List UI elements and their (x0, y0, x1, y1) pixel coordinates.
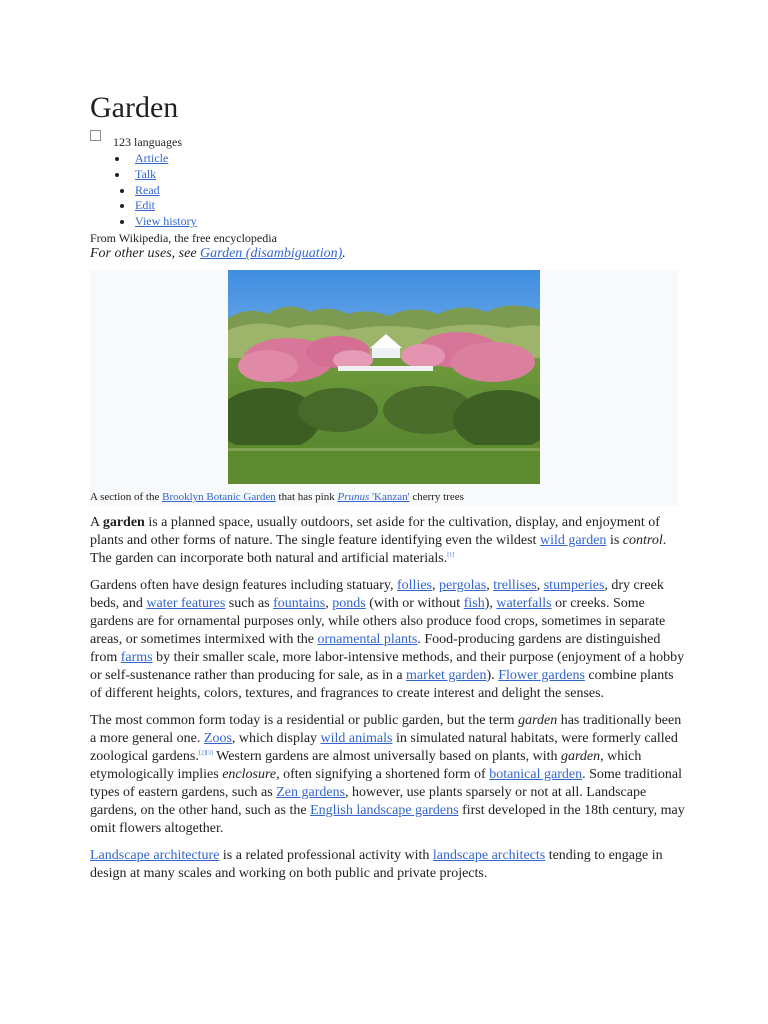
garden-photo-illustration (228, 270, 540, 484)
page-tabs (90, 151, 197, 230)
tab-view-history[interactable] (90, 214, 197, 230)
stumperies-link[interactable]: stumperies (543, 578, 605, 593)
farms-link[interactable]: farms (120, 650, 153, 665)
text: ), (484, 596, 497, 611)
tab-talk-link[interactable]: Talk (135, 166, 157, 181)
garden-photo[interactable] (228, 270, 540, 484)
wild-garden-link[interactable]: wild garden (539, 533, 607, 548)
language-count[interactable]: 123 languages (113, 135, 182, 149)
prunus-kanzan-link[interactable] (337, 491, 409, 503)
text: , (432, 578, 439, 593)
text: ). (486, 668, 499, 683)
botanical-garden-link[interactable]: botanical garden (489, 767, 583, 782)
tab-edit[interactable] (90, 198, 197, 214)
brooklyn-botanic-garden-link[interactable]: Brooklyn Botanic Garden (162, 491, 276, 503)
fountains-link[interactable]: fountains (273, 596, 326, 611)
text: (with or without (365, 596, 464, 611)
text: combine plants of different heights, colors, textures, and fragrances to create interest and delight the senses. (90, 668, 674, 701)
flower-gardens-link[interactable]: Flower gardens (498, 668, 585, 683)
text: first developed in the 18th century, may omit flowers altogether. (90, 803, 685, 836)
tab-talk[interactable] (90, 167, 197, 183)
italic-term: enclosure (222, 767, 277, 782)
trellises-link[interactable]: trellises (493, 578, 537, 593)
language-selector[interactable] (90, 129, 182, 149)
reference-1[interactable]: [1] (447, 552, 455, 559)
text: , (536, 578, 544, 593)
landscape-architecture-link[interactable]: Landscape architecture (90, 848, 220, 863)
text: in simulated natural habitats, were formerly called zoological gardens. (90, 731, 678, 764)
text: is a planned space, usually outdoors, set aside for the cultivation, display, and enjoyment of plants and other forms of nature. The single feature identifying even the wildest (90, 515, 660, 548)
text: is a related professional activity with (219, 848, 433, 863)
tab-read-link[interactable]: Read (135, 182, 160, 197)
zoos-link[interactable]: Zoos (203, 731, 232, 746)
tab-article-link[interactable]: Article (135, 151, 169, 165)
italic-term: garden (518, 713, 558, 728)
text: A (90, 515, 103, 530)
figure-caption (90, 489, 464, 505)
text: , dry creek beds, and (90, 578, 664, 611)
site-tagline: From Wikipedia, the free encyclopedia (90, 231, 277, 245)
text: tending to engage in design at many scales and working on both public and private projects. (90, 848, 663, 881)
text: , which display (231, 731, 321, 746)
waterfalls-link[interactable]: waterfalls (496, 596, 552, 611)
article-body (90, 514, 685, 892)
reference-2-3[interactable]: [2][3] (198, 750, 213, 757)
zen-gardens-link[interactable]: Zen gardens (276, 785, 346, 800)
tab-edit-link[interactable]: Edit (135, 198, 155, 213)
text: , often signifying a shortened form of (276, 767, 490, 782)
text: The most common form today is a residential or public garden, but the term (90, 713, 519, 728)
text: , (486, 578, 494, 593)
follies-link[interactable]: follies (397, 578, 432, 593)
prunus-italic: Prunus (337, 491, 370, 503)
text: by their smaller scale, more labor-intensive methods, and their purpose (enjoyment of a hobby or self-sustenance rather than producing for sale, as in a (90, 650, 685, 683)
bold-term: garden (102, 515, 145, 530)
caption-text: cherry trees (409, 491, 464, 503)
tab-read[interactable] (90, 183, 197, 199)
hatnote (90, 245, 346, 263)
text: has traditionally been a more general one. (90, 713, 682, 746)
italic-term: control (622, 533, 663, 548)
text: such as (225, 596, 274, 611)
fish-link[interactable]: fish (463, 596, 485, 611)
paragraph-4 (90, 847, 685, 883)
water-features-link[interactable]: water features (146, 596, 226, 611)
text: , however, use plants sparsely or not at all. Landscape gardens, on the other hand, such as the (90, 785, 647, 818)
language-checkbox[interactable] (90, 130, 101, 141)
caption-text: A section of the (90, 491, 163, 503)
text: Western gardens are almost universally based on plants, with (212, 749, 561, 764)
hatnote-suffix: . (342, 246, 346, 261)
text: . Some traditional types of eastern gardens, such as (90, 767, 683, 800)
hatnote-prefix: For other uses, see (90, 246, 201, 261)
text: . The garden can incorporate both natural and artificial materials. (90, 533, 667, 566)
page-title: Garden (90, 91, 179, 124)
text: . Food-producing gardens are distinguished from (90, 632, 661, 665)
pergolas-link[interactable]: pergolas (439, 578, 487, 593)
paragraph-3 (90, 712, 685, 838)
text: , (325, 596, 333, 611)
wild-animals-link[interactable]: wild animals (320, 731, 393, 746)
tab-view-history-link[interactable]: View history (135, 214, 197, 229)
market-garden-link[interactable]: market garden (406, 668, 487, 683)
text: or creeks. Some gardens are for ornamental purposes only, while others also produce food crops, sometimes in separate areas, or sometimes intermixed with the (90, 596, 666, 647)
text: is (606, 533, 623, 548)
kanzan-text: 'Kanzan' (369, 491, 410, 503)
tab-article[interactable] (90, 151, 197, 167)
paragraph-1 (90, 514, 685, 568)
ornamental-plants-link[interactable]: ornamental plants (317, 632, 418, 647)
text: Gardens often have design features including statuary, (90, 578, 397, 593)
paragraph-2 (90, 577, 685, 703)
ponds-link[interactable]: ponds (332, 596, 366, 611)
text: , which etymologically implies (90, 749, 642, 782)
disambiguation-link[interactable]: Garden (disambiguation) (200, 246, 343, 261)
italic-term: garden (561, 749, 601, 764)
english-landscape-gardens-link[interactable]: English landscape gardens (310, 803, 459, 818)
caption-text: that has pink (275, 491, 338, 503)
landscape-architects-link[interactable]: landscape architects (432, 848, 546, 863)
